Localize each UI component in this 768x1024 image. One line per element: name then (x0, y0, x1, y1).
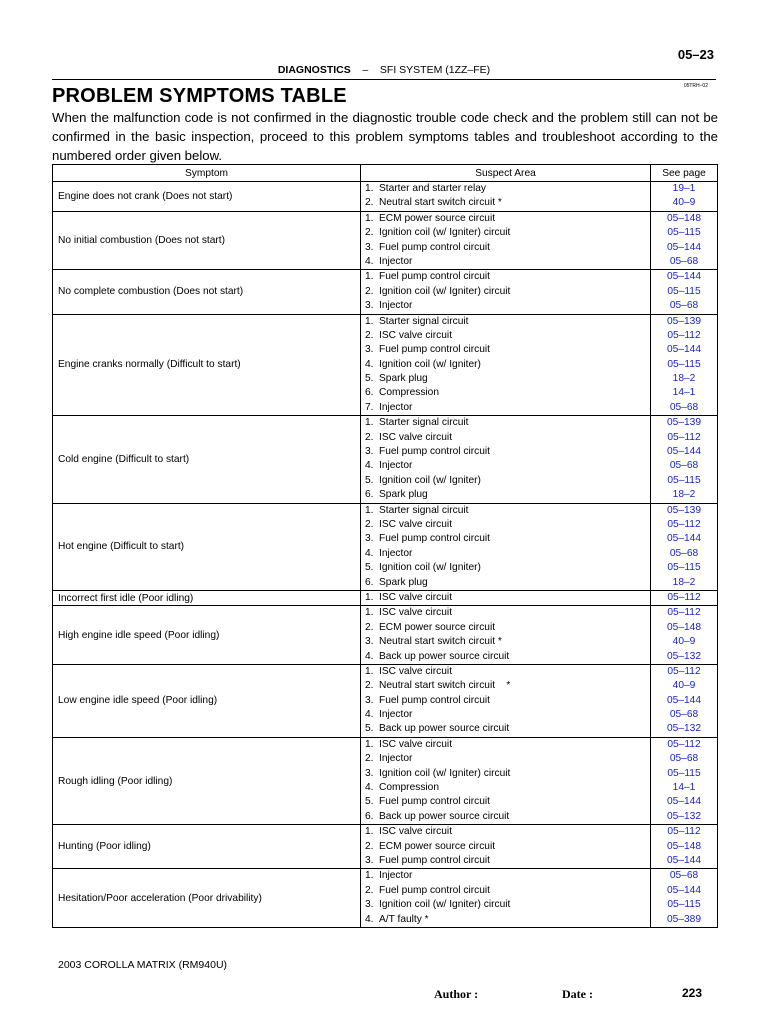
item-number: 4. (365, 913, 374, 925)
item-number: 2. (365, 621, 374, 633)
page-reference-link[interactable]: 05–112 (667, 431, 701, 443)
item-text: Ignition coil (w/ Igniter) circuit (379, 285, 511, 297)
suspect-item (365, 488, 650, 502)
item-number: 1. (365, 591, 374, 603)
column-header-suspect-area: Suspect Area (361, 165, 651, 182)
suspect-area-cell (361, 590, 651, 605)
item-number: 3. (365, 854, 374, 866)
item-text: Injector (379, 460, 413, 472)
item-number: 3. (365, 694, 374, 706)
item-number: 4. (365, 782, 374, 794)
item-number: 5. (365, 373, 374, 385)
table-row (53, 664, 718, 737)
item-text: Spark plug (379, 489, 428, 501)
item-text: ISC valve circuit (379, 607, 453, 619)
item-number: 6. (365, 489, 374, 501)
page-reference-link[interactable]: 05–144 (667, 854, 701, 866)
item-text: Back up power source circuit (379, 723, 510, 735)
item-number: 3. (365, 446, 374, 458)
item-text: Neutral start switch circuit * (379, 636, 502, 648)
page-reference-link[interactable]: 05–144 (667, 344, 701, 356)
suspect-item (365, 372, 650, 386)
intro-paragraph: When the malfunction code is not confirmed in the diagnostic trouble code check and the problem still can not be confirmed in the basic inspection, proceed to this problem symptoms tables and troubleshoot according to the numbered order given below. (52, 110, 718, 163)
page-title: PROBLEM SYMPTOMS TABLE (52, 85, 347, 107)
item-number: 2. (365, 680, 374, 692)
item-text: Fuel pump control circuit (379, 796, 490, 808)
symptom-cell: Engine does not crank (Does not start) (53, 182, 361, 212)
item-number: 3. (365, 899, 374, 911)
item-text: ISC valve circuit (379, 826, 453, 838)
suspect-item (365, 416, 650, 430)
page-reference-link[interactable]: 05–68 (669, 709, 699, 721)
item-number: 1. (365, 417, 374, 429)
page-reference-link[interactable]: 05–112 (667, 738, 701, 750)
suspect-item (365, 606, 650, 620)
item-text: Injector (379, 300, 413, 312)
suspect-item (365, 445, 650, 459)
see-page-cell (651, 664, 718, 737)
suspect-area-cell (361, 737, 651, 824)
suspect-item (365, 358, 650, 372)
table-header-row (53, 165, 718, 182)
suspect-item (365, 504, 650, 518)
item-text: Compression (379, 387, 440, 399)
item-number: 2. (365, 518, 374, 530)
item-text: Neutral start switch circuit * (379, 680, 511, 692)
symptom-cell: Hot engine (Difficult to start) (53, 503, 361, 590)
item-number: 5. (365, 796, 374, 808)
suspect-item (365, 518, 650, 532)
item-text: Fuel pump control circuit (379, 241, 490, 253)
suspect-item (365, 781, 650, 795)
item-number: 1. (365, 826, 374, 838)
table-row (53, 869, 718, 928)
suspect-item (365, 270, 650, 284)
suspect-item (365, 386, 650, 400)
page-reference-link[interactable]: 05–112 (667, 826, 701, 838)
column-header-see-page: See page (651, 165, 718, 182)
symptom-cell: Incorrect first idle (Poor idling) (53, 590, 361, 605)
table-row (53, 590, 718, 605)
suspect-item (365, 182, 650, 196)
suspect-item (365, 738, 650, 752)
see-page-cell (651, 416, 718, 503)
page-reference-link[interactable]: 05–112 (667, 607, 701, 619)
item-text: Starter signal circuit (379, 417, 469, 429)
item-number: 2. (365, 329, 374, 341)
item-text: Fuel pump control circuit (379, 446, 490, 458)
item-number: 5. (365, 723, 374, 735)
page-reference-link[interactable]: 14–1 (672, 782, 696, 794)
suspect-item (365, 635, 650, 649)
item-text: Fuel pump control circuit (379, 884, 490, 896)
item-text: Ignition coil (w/ Igniter) circuit (379, 767, 511, 779)
item-text: Ignition coil (w/ Igniter) (379, 474, 481, 486)
item-text: Ignition coil (w/ Igniter) (379, 562, 481, 574)
item-text: Compression (379, 782, 440, 794)
page-reference-link[interactable]: 05–115 (667, 899, 701, 911)
item-number: 2. (365, 227, 374, 239)
column-header-symptom: Symptom (53, 165, 361, 182)
suspect-item (365, 884, 650, 898)
see-page-cell (651, 182, 718, 212)
suspect-item (365, 401, 650, 415)
item-text: A/T faulty * (379, 913, 429, 925)
page-reference-link[interactable]: 05–115 (667, 227, 701, 239)
see-page-cell (651, 869, 718, 928)
table-row (53, 737, 718, 824)
page-reference-link[interactable]: 05–112 (667, 665, 701, 677)
page-reference-link[interactable]: 05–144 (667, 884, 701, 896)
item-text: Starter signal circuit (379, 504, 469, 516)
item-number: 1. (365, 315, 374, 327)
suspect-item (365, 431, 650, 445)
item-text: Neutral start switch circuit * (379, 197, 502, 209)
suspect-item (365, 869, 650, 883)
item-text: Fuel pump control circuit (379, 271, 490, 283)
page-reference-link[interactable]: 05–148 (667, 840, 701, 852)
suspect-item (365, 898, 650, 912)
item-text: Injector (379, 255, 413, 267)
problem-symptoms-table (52, 164, 718, 928)
suspect-item (365, 840, 650, 854)
suspect-item (365, 343, 650, 357)
page-reference-link[interactable]: 05–139 (667, 504, 701, 516)
page-reference-link[interactable]: 18–2 (672, 373, 696, 385)
item-text: Fuel pump control circuit (379, 854, 490, 866)
item-text: Back up power source circuit (379, 810, 510, 822)
page-reference-link[interactable]: 05–112 (667, 329, 701, 341)
item-text: Starter signal circuit (379, 315, 469, 327)
page-reference-link[interactable]: 18–2 (672, 489, 696, 501)
item-text: Ignition coil (w/ Igniter) circuit (379, 227, 511, 239)
symptom-cell: No initial combustion (Does not start) (53, 211, 361, 270)
page-reference-link[interactable]: 05–144 (667, 533, 701, 545)
see-page-cell (651, 270, 718, 314)
page-reference-link[interactable]: 05–115 (667, 285, 701, 297)
page-reference-link[interactable]: 05–68 (669, 753, 699, 765)
item-text: ISC valve circuit (379, 329, 453, 341)
suspect-item (365, 255, 650, 269)
date-label: Date : (562, 987, 593, 1001)
page-reference-link[interactable]: 05–115 (667, 562, 701, 574)
suspect-item (365, 212, 650, 226)
item-number: 7. (365, 401, 374, 413)
suspect-area-cell (361, 270, 651, 314)
item-text: ISC valve circuit (379, 665, 453, 677)
see-page-cell (651, 503, 718, 590)
page-reference-link[interactable]: 05–132 (667, 650, 701, 662)
table-row (53, 606, 718, 665)
table-row (53, 503, 718, 590)
suspect-item (365, 591, 650, 605)
item-number: 3. (365, 533, 374, 545)
item-number: 1. (365, 183, 374, 194)
suspect-item (365, 825, 650, 839)
page-reference-link[interactable]: 05–144 (667, 271, 701, 283)
see-page-cell (651, 825, 718, 869)
page-reference-link[interactable]: 05–144 (667, 694, 701, 706)
item-number: 3. (365, 300, 374, 312)
suspect-item (365, 474, 650, 488)
item-number: 2. (365, 884, 374, 896)
page-reference-link[interactable]: 05–132 (667, 723, 701, 735)
item-number: 1. (365, 738, 374, 750)
suspect-item (365, 665, 650, 679)
suspect-item (365, 708, 650, 722)
symptom-cell: Hesitation/Poor acceleration (Poor drivability) (53, 869, 361, 928)
item-number: 1. (365, 665, 374, 677)
item-text: Fuel pump control circuit (379, 694, 490, 706)
item-text: Injector (379, 401, 413, 413)
item-number: 1. (365, 504, 374, 516)
suspect-item (365, 694, 650, 708)
suspect-area-cell (361, 869, 651, 928)
header-rule (52, 79, 716, 80)
page-reference-link[interactable]: 05–68 (669, 547, 699, 559)
suspect-item (365, 752, 650, 766)
page-reference-link[interactable]: 05–68 (669, 255, 699, 267)
item-number: 6. (365, 810, 374, 822)
suspect-item (365, 561, 650, 575)
item-text: ISC valve circuit (379, 591, 453, 603)
suspect-item (365, 532, 650, 546)
suspect-item (365, 913, 650, 927)
item-text: ISC valve circuit (379, 518, 453, 530)
item-number: 2. (365, 197, 374, 209)
page-reference-link[interactable]: 05–68 (669, 870, 699, 882)
item-number: 4. (365, 547, 374, 559)
suspect-item (365, 621, 650, 635)
table-row (53, 416, 718, 503)
table-row (53, 211, 718, 270)
page-reference-link[interactable]: 05–139 (667, 417, 701, 429)
section-label: DIAGNOSTICS (277, 64, 351, 76)
author-label: Author : (434, 987, 479, 1001)
suspect-item (365, 329, 650, 343)
see-page-cell (651, 314, 718, 416)
page-reference-link[interactable]: 05–139 (667, 315, 701, 327)
page-reference-link[interactable]: 19–1 (672, 183, 696, 194)
page-reference-link[interactable]: 40–9 (672, 197, 696, 209)
item-number: 2. (365, 753, 374, 765)
suspect-area-cell (361, 606, 651, 665)
symptom-cell: Low engine idle speed (Poor idling) (53, 664, 361, 737)
running-header (0, 64, 768, 76)
suspect-area-cell (361, 664, 651, 737)
item-text: Injector (379, 547, 413, 559)
item-text: Spark plug (379, 576, 428, 588)
item-number: 3. (365, 344, 374, 356)
page-reference-link[interactable]: 18–2 (672, 576, 696, 588)
suspect-item (365, 226, 650, 240)
suspect-item (365, 196, 650, 210)
symptom-cell: Hunting (Poor idling) (53, 825, 361, 869)
suspect-item (365, 315, 650, 329)
item-number: 5. (365, 474, 374, 486)
item-text: ECM power source circuit (379, 212, 496, 224)
page-reference-link[interactable]: 05–144 (667, 446, 701, 458)
item-number: 1. (365, 607, 374, 619)
item-text: ISC valve circuit (379, 431, 453, 443)
footer-model: 2003 COROLLA MATRIX (RM940U) (58, 959, 228, 971)
page-reference-link[interactable]: 05–389 (667, 913, 701, 925)
page-reference-link[interactable]: 05–115 (667, 474, 701, 486)
suspect-area-cell (361, 416, 651, 503)
item-text: Starter and starter relay (379, 183, 487, 194)
item-text: Injector (379, 753, 413, 765)
page-reference-link[interactable]: 40–9 (672, 636, 696, 648)
item-number: 2. (365, 431, 374, 443)
page-reference-link[interactable]: 05–132 (667, 810, 701, 822)
item-number: 4. (365, 358, 374, 370)
suspect-area-cell (361, 825, 651, 869)
suspect-item (365, 722, 650, 736)
see-page-cell (651, 590, 718, 605)
header-separator: – (362, 64, 369, 76)
suspect-item (365, 679, 650, 693)
system-label: SFI SYSTEM (1ZZ–FE) (379, 64, 491, 76)
page-total: 223 (682, 986, 703, 1000)
symptom-cell: Engine cranks normally (Difficult to start) (53, 314, 361, 416)
page-reference-link[interactable]: 14–1 (672, 387, 696, 399)
suspect-area-cell (361, 314, 651, 416)
item-text: Injector (379, 709, 413, 721)
suspect-area-cell (361, 211, 651, 270)
document-code: 05TRH–02 (683, 83, 708, 89)
suspect-area-cell (361, 503, 651, 590)
item-number: 6. (365, 576, 374, 588)
item-text: Ignition coil (w/ Igniter) circuit (379, 899, 511, 911)
table-row (53, 182, 718, 212)
item-text: Back up power source circuit (379, 650, 510, 662)
item-text: ECM power source circuit (379, 621, 496, 633)
item-number: 3. (365, 767, 374, 779)
item-number: 1. (365, 212, 374, 224)
suspect-item (365, 547, 650, 561)
item-number: 3. (365, 241, 374, 253)
item-number: 4. (365, 650, 374, 662)
suspect-item (365, 285, 650, 299)
item-number: 1. (365, 271, 374, 283)
suspect-item (365, 241, 650, 255)
page-reference-link[interactable]: 05–68 (669, 300, 699, 312)
page-number: 05–23 (677, 47, 714, 62)
page-reference-link[interactable]: 05–68 (669, 460, 699, 472)
symptom-cell: High engine idle speed (Poor idling) (53, 606, 361, 665)
suspect-item (365, 459, 650, 473)
item-number: 5. (365, 562, 374, 574)
page-reference-link[interactable]: 05–68 (669, 401, 699, 413)
see-page-cell (651, 211, 718, 270)
item-number: 6. (365, 387, 374, 399)
item-number: 4. (365, 255, 374, 267)
item-text: Ignition coil (w/ Igniter) (379, 358, 481, 370)
see-page-cell (651, 737, 718, 824)
see-page-cell (651, 606, 718, 665)
item-number: 1. (365, 870, 374, 882)
table-row (53, 314, 718, 416)
table-body (53, 182, 718, 928)
item-number: 4. (365, 460, 374, 472)
item-number: 2. (365, 840, 374, 852)
suspect-item (365, 810, 650, 824)
symptom-cell: Cold engine (Difficult to start) (53, 416, 361, 503)
item-text: ISC valve circuit (379, 738, 453, 750)
item-text: Fuel pump control circuit (379, 344, 490, 356)
suspect-item (365, 795, 650, 809)
item-text: Injector (379, 870, 413, 882)
page-reference-link[interactable]: 05–144 (667, 241, 701, 253)
item-number: 4. (365, 709, 374, 721)
item-number: 3. (365, 636, 374, 648)
item-text: Fuel pump control circuit (379, 533, 490, 545)
suspect-item (365, 767, 650, 781)
page-reference-link[interactable]: 05–112 (667, 591, 701, 603)
symptom-cell: Rough idling (Poor idling) (53, 737, 361, 824)
suspect-item (365, 650, 650, 664)
item-text: Spark plug (379, 373, 428, 385)
table-row (53, 825, 718, 869)
suspect-item (365, 854, 650, 868)
page-reference-link[interactable]: 05–115 (667, 358, 701, 370)
page-reference-link[interactable]: 05–112 (667, 518, 701, 530)
suspect-item (365, 299, 650, 313)
suspect-item (365, 576, 650, 590)
page-reference-link[interactable]: 05–148 (667, 621, 701, 633)
page-reference-link[interactable]: 40–9 (672, 680, 696, 692)
suspect-area-cell (361, 182, 651, 212)
page-reference-link[interactable]: 05–148 (667, 212, 701, 224)
symptom-cell: No complete combustion (Does not start) (53, 270, 361, 314)
page-reference-link[interactable]: 05–144 (667, 796, 701, 808)
table-row (53, 270, 718, 314)
page-reference-link[interactable]: 05–115 (667, 767, 701, 779)
item-text: ECM power source circuit (379, 840, 496, 852)
item-number: 2. (365, 285, 374, 297)
